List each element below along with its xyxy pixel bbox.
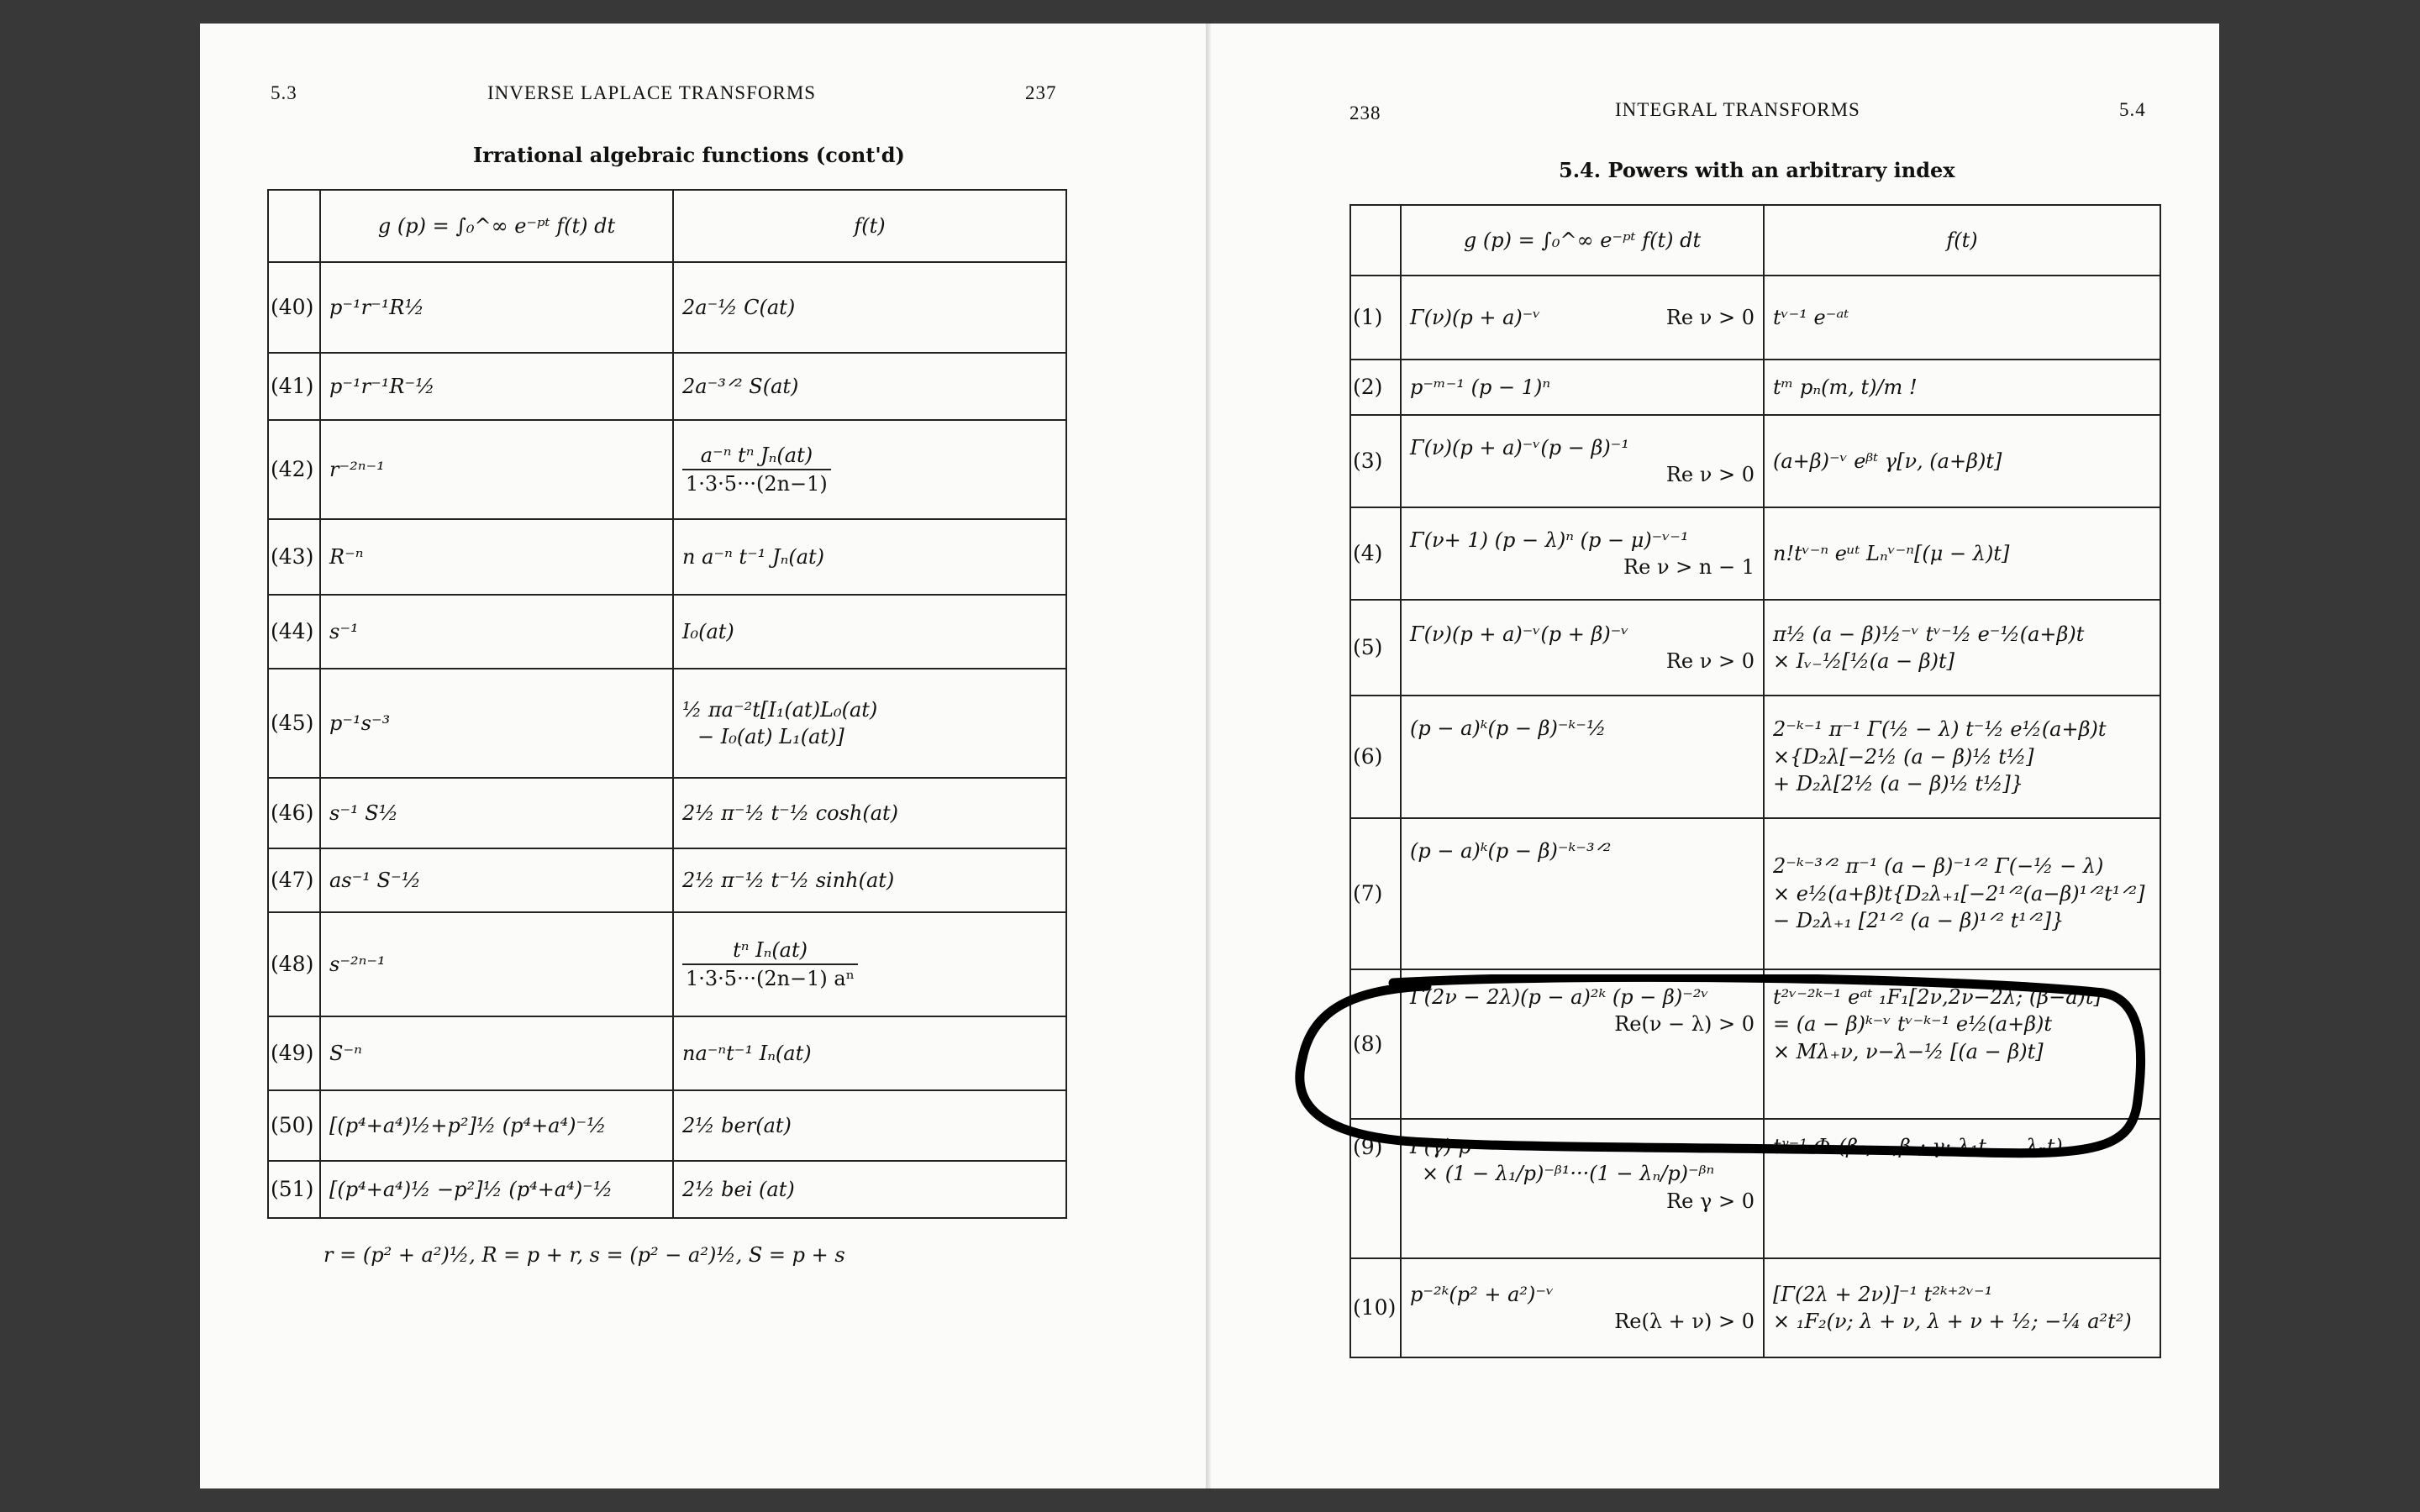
entry-number: (2) [1350,360,1401,415]
fraction-numerator: tⁿ Iₙ(at) [682,937,858,965]
entry-g-line: Γ(ν)(p + a)⁻ᵛ(p + β)⁻ᵛ [1410,622,1629,646]
entry-number: (49) [268,1016,320,1090]
entry-f-line: × Mλ₊ν, ν−λ−½ [(a − β)t] [1773,1039,2044,1063]
entry-condition: Re ν > 0 [1665,305,1754,329]
entry-g: (p − a)ᵏ(p − β)⁻ᵏ⁻³ᐟ² [1401,818,1764,969]
fraction [682,937,858,993]
entry-f: I₀(at) [673,595,1066,669]
entry-condition: Re γ > 0 [1666,1189,1754,1213]
entry-g: s⁻¹ [320,595,673,669]
entry-f: 2½ ber(at) [673,1090,1066,1161]
entry-f-line: × Iᵥ₋½[½(a − β)t] [1773,649,1954,673]
left-transform-table [267,189,1067,1219]
entry-f-line: ½ πa⁻²t[I₁(at)L₀(at) [682,697,878,722]
entry-g: [(p⁴+a⁴)½+p²]½ (p⁴+a⁴)⁻½ [320,1090,673,1161]
entry-g: s⁻¹ S½ [320,778,673,848]
table-row [1350,276,2160,360]
entry-g: (p − a)ᵏ(p − β)⁻ᵏ⁻½ [1401,696,1764,818]
right-header-f: f(t) [1764,205,2160,276]
right-table-header-row [1350,205,2160,276]
entry-g: [(p⁴+a⁴)½ −p²]½ (p⁴+a⁴)⁻½ [320,1161,673,1218]
right-header-g: g (p) = ∫₀^∞ e⁻ᵖᵗ f(t) dt [1401,205,1764,276]
entry-g: R⁻ⁿ [320,519,673,595]
entry-f [673,669,1066,778]
entry-f: 2a⁻³ᐟ² S(at) [673,353,1066,420]
left-header-g: g (p) = ∫₀^∞ e⁻ᵖᵗ f(t) dt [320,190,673,262]
table-row [268,778,1066,848]
entry-f-line: [Γ(2λ + 2ν)]⁻¹ t²ᵏ⁺²ᵛ⁻¹ [1773,1282,1993,1306]
entry-number: (1) [1350,276,1401,360]
fraction [682,442,831,498]
right-running-title: INTEGRAL TRANSFORMS [1615,99,1860,120]
table-row [268,1016,1066,1090]
entry-number: (50) [268,1090,320,1161]
entry-f-line: ×{D₂λ[−2½ (a − β)½ t½] [1773,744,2034,769]
entry-f [1764,1258,2160,1357]
table-row [1350,696,2160,818]
entry-f-line: π½ (a − β)½⁻ᵛ tᵛ⁻½ e⁻½(a+β)t [1773,622,2085,646]
entry-number: (7) [1350,818,1401,969]
table-row [1350,360,2160,415]
entry-f: 2a⁻½ C(at) [673,262,1066,353]
entry-f: 2½ π⁻½ t⁻½ sinh(at) [673,848,1066,912]
entry-g: as⁻¹ S⁻½ [320,848,673,912]
table-row [268,1090,1066,1161]
entry-g [1401,600,1764,696]
entry-number: (9) [1350,1119,1401,1258]
entry-number: (6) [1350,696,1401,818]
entry-number: (41) [268,353,320,420]
table-row [268,595,1066,669]
right-transform-table [1349,204,2161,1358]
fraction-denominator: 1·3·5···(2n−1) [686,472,828,496]
entry-condition: Re ν > 0 [1665,649,1754,673]
entry-number: (10) [1350,1258,1401,1357]
entry-g [1401,507,1764,600]
entry-g [1401,415,1764,507]
left-table-header-row [268,190,1066,262]
entry-number: (40) [268,262,320,353]
entry-g: s⁻²ⁿ⁻¹ [320,912,673,1016]
entry-g [1401,276,1764,360]
table-row [268,353,1066,420]
right-table-title: 5.4. Powers with an arbitrary index [1559,158,1955,182]
entry-g [1401,1258,1764,1357]
left-header-number [268,190,320,262]
entry-g: S⁻ⁿ [320,1016,673,1090]
entry-g: p⁻¹r⁻¹R½ [320,262,673,353]
left-section-number: 5.3 [271,82,297,103]
table-row [1350,415,2160,507]
table-row [268,519,1066,595]
fraction-denominator: 1·3·5···(2n−1) aⁿ [686,967,855,990]
entry-f-line: + D₂λ[2½ (a − β)½ t½]} [1773,772,2024,796]
right-header-number [1350,205,1401,276]
entry-g-line: p⁻²ᵏ(p² + a²)⁻ᵛ [1410,1282,1555,1306]
entry-f: n a⁻ⁿ t⁻¹ Jₙ(at) [673,519,1066,595]
entry-f-line: t²ᵛ⁻²ᵏ⁻¹ eᵃᵗ ₁F₁[2ν,2ν−2λ; (β−a)t] [1773,985,2102,1009]
left-running-title: INVERSE LAPLACE TRANSFORMS [487,82,817,103]
table-row [268,912,1066,1016]
entry-f [1764,600,2160,696]
entry-f: tᵞ⁻¹ Φ₂(β₁,…,βₙ; γ; λ₁t,…, λₙt) [1764,1119,2160,1258]
table-row [268,1161,1066,1218]
left-page-number: 237 [1025,82,1057,103]
entry-g: p⁻¹s⁻³ [320,669,673,778]
entry-number: (46) [268,778,320,848]
entry-f: tᵛ⁻¹ e⁻ᵃᵗ [1764,276,2160,360]
entry-g-line: Γ(ν+ 1) (p − λ)ⁿ (p − μ)⁻ᵛ⁻¹ [1410,528,1689,552]
entry-number: (51) [268,1161,320,1218]
right-section-number: 5.4 [2119,99,2146,120]
entry-number: (42) [268,420,320,519]
entry-condition: Re(λ + ν) > 0 [1614,1310,1754,1333]
entry-number: (8) [1350,969,1401,1119]
right-page-number: 238 [1349,102,1381,123]
left-footnote-definitions: r = (p² + a²)½, R = p + r, s = (p² − a²)½, S = p + s [324,1243,845,1267]
table-row [1350,1258,2160,1357]
entry-f: 2½ π⁻½ t⁻½ cosh(at) [673,778,1066,848]
entry-f-line: − I₀(at) L₁(at)] [697,725,844,748]
entry-condition: Re(ν − λ) > 0 [1614,1012,1754,1037]
entry-number: (3) [1350,415,1401,507]
entry-f: n!tᵛ⁻ⁿ eᵘᵗ Lₙᵛ⁻ⁿ[(μ − λ)t] [1764,507,2160,600]
entry-f-line: − D₂λ₊₁ [2¹ᐟ² (a − β)¹ᐟ² t¹ᐟ²]} [1773,909,2065,933]
entry-g: r⁻²ⁿ⁻¹ [320,420,673,519]
fraction-numerator: a⁻ⁿ tⁿ Jₙ(at) [682,442,831,470]
table-row [268,420,1066,519]
entry-number: (48) [268,912,320,1016]
entry-f: (a+β)⁻ᵛ eᵝᵗ γ[ν, (a+β)t] [1764,415,2160,507]
table-row [268,262,1066,353]
entry-f [673,420,1066,519]
left-header-f: f(t) [673,190,1066,262]
table-row [1350,507,2160,600]
entry-number: (47) [268,848,320,912]
entry-f: na⁻ⁿt⁻¹ Iₙ(at) [673,1016,1066,1090]
entry-number: (45) [268,669,320,778]
entry-f: 2½ bei (at) [673,1161,1066,1218]
entry-f [673,912,1066,1016]
entry-condition: Re ν > n − 1 [1623,555,1754,579]
entry-g: p⁻¹r⁻¹R⁻½ [320,353,673,420]
entry-f-line: 2⁻ᵏ⁻¹ π⁻¹ Γ(½ − λ) t⁻½ e½(a+β)t [1773,717,2107,742]
table-row [1350,818,2160,969]
entry-g-line: Γ(ν)(p + a)⁻ᵛ [1410,305,1541,329]
table-row [268,848,1066,912]
entry-f: tᵐ pₙ(m, t)/m ! [1764,360,2160,415]
entry-condition: Re ν > 0 [1665,463,1754,486]
entry-g: p⁻ᵐ⁻¹ (p − 1)ⁿ [1401,360,1764,415]
handdrawn-highlight-circle [1292,974,2149,1159]
entry-g-line: Γ(ν)(p + a)⁻ᵛ(p − β)⁻¹ [1410,435,1629,459]
entry-f [1764,696,2160,818]
table-row [268,669,1066,778]
entry-number: (43) [268,519,320,595]
entry-g-line: Γ(γ) p⁻ᵞ [1410,1135,1490,1158]
entry-g-line: × (1 − λ₁/p)⁻ᵝ¹···(1 − λₙ/p)⁻ᵝⁿ [1422,1162,1715,1186]
entry-f-line: × ₁F₂(ν; λ + ν, λ + ν + ½; −¼ a²t²) [1773,1310,2132,1333]
entry-number: (44) [268,595,320,669]
entry-number: (5) [1350,600,1401,696]
entry-g-line: Γ(2ν − 2λ)(p − a)²ᵏ (p − β)⁻²ᵛ [1410,985,1709,1009]
entry-f-line: 2⁻ᵏ⁻³ᐟ² π⁻¹ (a − β)⁻¹ᐟ² Γ(−½ − λ) [1773,854,2104,879]
entry-number: (4) [1350,507,1401,600]
table-row [1350,600,2160,696]
entry-f-line: = (a − β)ᵏ⁻ᵛ tᵛ⁻ᵏ⁻¹ e½(a+β)t [1773,1012,2053,1037]
entry-f-line: × e½(a+β)t{D₂λ₊₁[−2¹ᐟ²(a−β)¹ᐟ²t¹ᐟ²] [1773,881,2145,906]
left-table-title: Irrational algebraic functions (cont'd) [473,143,905,167]
entry-f [1764,818,2160,969]
